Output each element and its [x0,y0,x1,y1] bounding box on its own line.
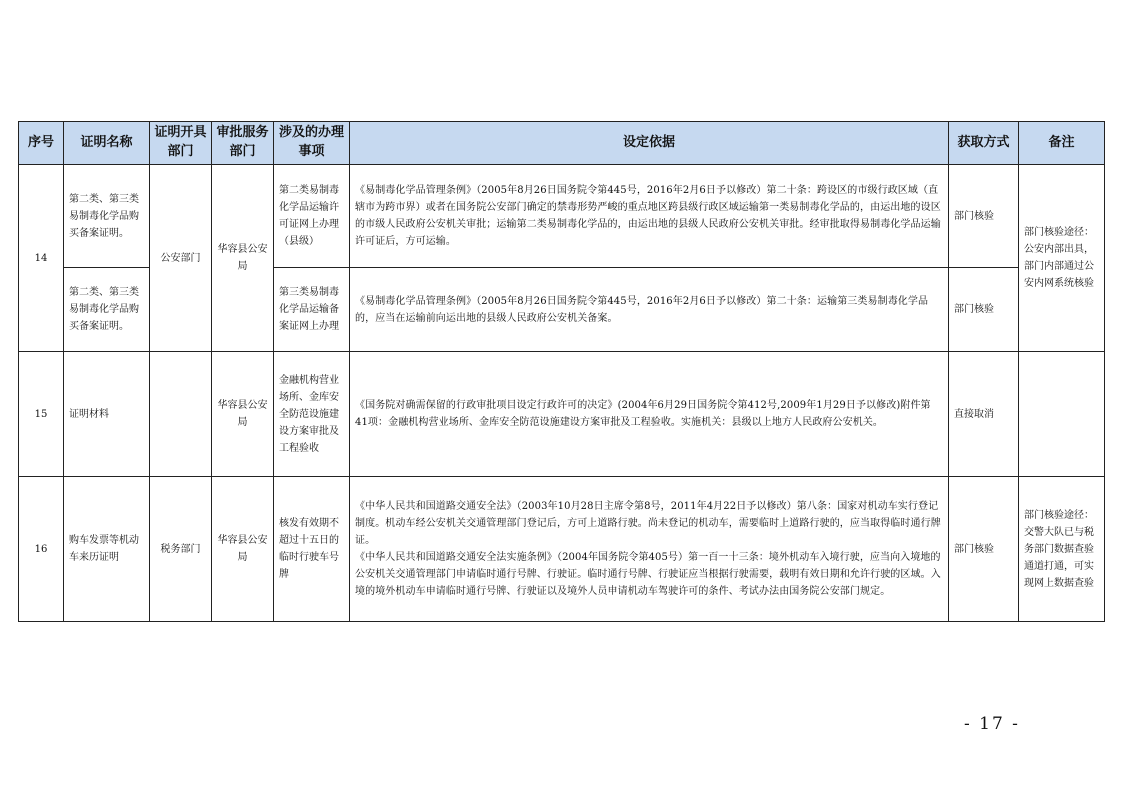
row-basis: 《易制毒化学品管理条例》（2005年8月26日国务院令第445号，2016年2月6日予以修改）第二十条：运输第三类易制毒化学品的，应当在运输前向运出地的县级人民政府公安机关备案。 [350,268,949,352]
row-method: 部门核验 [949,268,1019,352]
row-remark: 部门核验途径：交警大队已与税务部门数据查验通道打通，可实现网上数据查验 [1019,477,1105,622]
row-issuer: 税务部门 [150,477,212,622]
row-basis: 《国务院对确需保留的行政审批项目设定行政许可的决定》(2004年6月29日国务院令第412号,2009年1月29日予以修改)附件第41项：金融机构营业场所、金库安全防范设施建设方案审批及工程验收。实施机关：县级以上地方人民政府公安机关。 [350,352,949,477]
row-seq: 16 [19,477,64,622]
row-method: 直接取消 [949,352,1019,477]
row-seq: 14 [19,165,64,352]
row-cert-name: 证明材料 [64,352,150,477]
row-issuer [150,352,212,477]
header-row [19,122,1105,165]
row-method: 部门核验 [949,165,1019,268]
row-matter: 第三类易制毒化学品运输备案证网上办理 [274,268,350,352]
row-basis: 《易制毒化学品管理条例》（2005年8月26日国务院令第445号，2016年2月6日予以修改）第二十条：跨设区的市级行政区域（直辖市为跨市界）或者在国务院公安部门确定的禁毒形势严峻的重点地区跨县级行政区域运输第一类易制毒化学品的，由运出地的设区的市级人民政府公安机关审批；运输第二类易制毒化学品的，由运出地的县级人民政府公安机关审批。经审批取得易制毒化学品运输许可证后，方可运输。 [350,165,949,268]
row-basis [350,477,949,622]
header-method: 获取方式 [949,122,1019,165]
row-matter: 核发有效期不超过十五日的临时行驶车号牌 [274,477,350,622]
row-seq: 15 [19,352,64,477]
header-matter: 涉及的办理事项 [274,122,350,165]
row-matter: 第二类易制毒化学品运输许可证网上办理（县级） [274,165,350,268]
row-remark [1019,352,1105,477]
table-row [19,477,1105,622]
row-method: 部门核验 [949,477,1019,622]
certificate-table [18,121,1105,622]
basis-paragraph-1: 《中华人民共和国道路交通安全法》（2003年10月28日主席令第8号，2011年4月22日予以修改）第八条：国家对机动车实行登记制度。机动车经公安机关交通管理部门登记后，方可上道路行驶。尚未登记的机动车，需要临时上道路行驶的，应当取得临时通行牌证。 [355,501,941,546]
page-number: - 17 - [964,714,1020,734]
row-cert-name: 购车发票等机动车来历证明 [64,477,150,622]
row-issuer: 公安部门 [150,165,212,352]
row-approver: 华容县公安局 [212,352,274,477]
header-approver: 审批服务部门 [212,122,274,165]
header-seq: 序号 [19,122,64,165]
row-approver: 华容县公安局 [212,477,274,622]
row-remark: 部门核验途径：公安内部出具，部门内部通过公安内网系统核验 [1019,165,1105,352]
header-issuer: 证明开具部门 [150,122,212,165]
table-row [19,165,1105,268]
row-cert-name: 第二类、第三类易制毒化学品购买备案证明。 [64,268,150,352]
table-header [19,122,1105,165]
basis-paragraph-2: 《中华人民共和国道路交通安全法实施条例》（2004年国务院令第405号）第一百一十三条：境外机动车入境行驶，应当向入境地的公安机关交通管理部门申请临时通行号牌、行驶证。临时通行号牌、行驶证应当根据行驶需要，载明有效日期和允许行驶的区域。入境的境外机动车申请临时通行号牌、行驶证以及境外人员申请机动车驾驶许可的条件、考试办法由国务院公安部门规定。 [355,552,941,597]
row-approver: 华容县公安局 [212,165,274,352]
header-name: 证明名称 [64,122,150,165]
header-remark: 备注 [1019,122,1105,165]
table-row [19,352,1105,477]
header-basis: 设定依据 [350,122,949,165]
row-cert-name: 第二类、第三类易制毒化学品购买备案证明。 [64,165,150,268]
row-matter: 金融机构营业场所、金库安全防范设施建设方案审批及工程验收 [274,352,350,477]
